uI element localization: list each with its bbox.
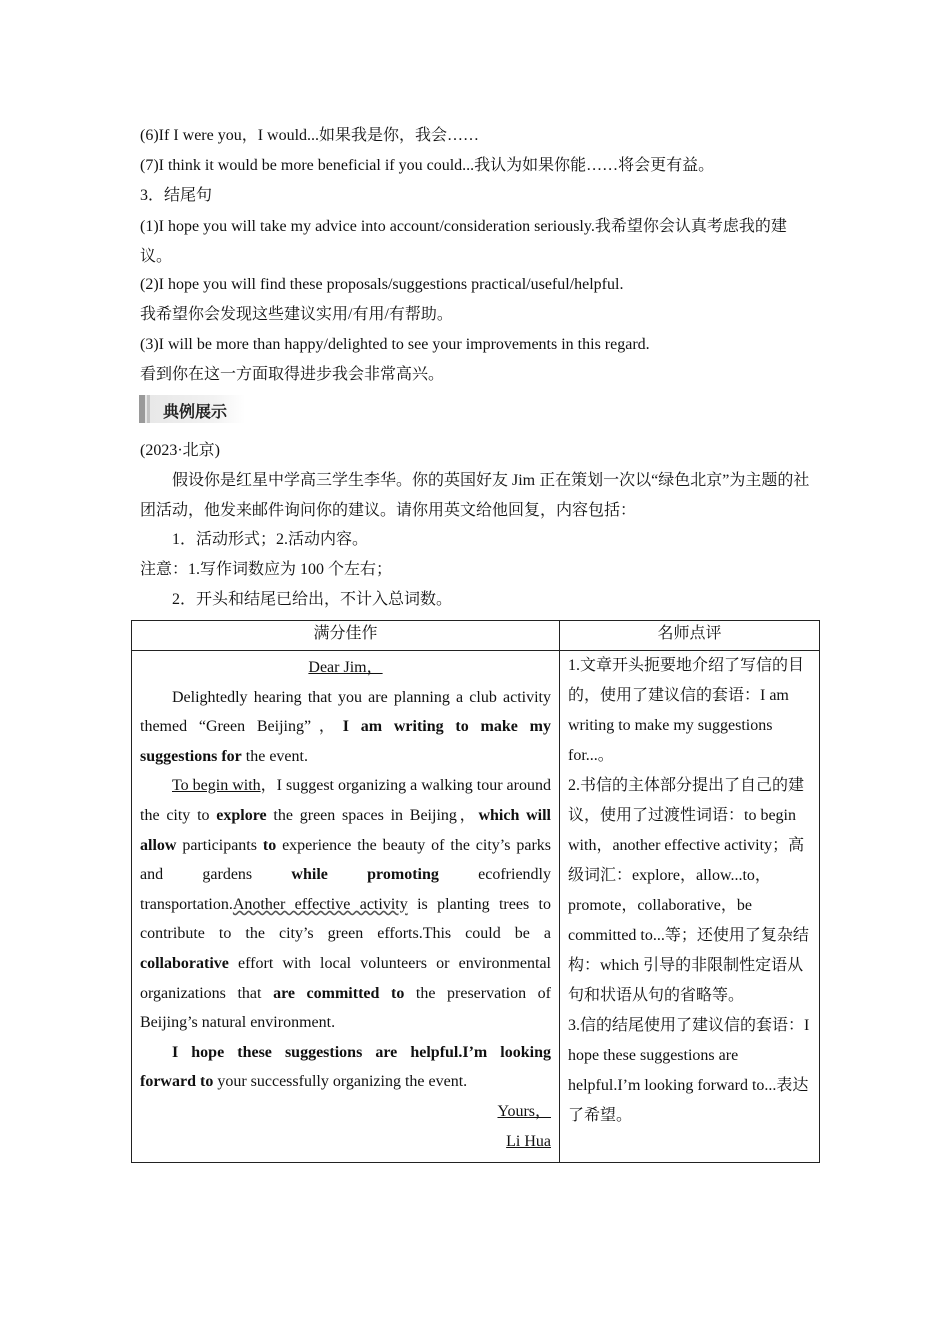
essay-paragraph-2: To begin with，I suggest organizing a walking tour around the city to explore the green spaces in Beijing，which will allow participants to experience the beauty of the city’s parks and gardens while promoting ecofriendly transportation.Another effective activity is planting trees to contribute to the city’s green efforts.This could be a collaborative effort with local volunteers or environmental organizations that are committed to the preservation of Beijing’s natural environment. bbox=[140, 777, 552, 1032]
task-item: 1．活动形式；2.活动内容。 bbox=[172, 531, 369, 548]
closing-sentence-2-en: (2)I hope you will find these proposals/suggestions practical/useful/helpful. bbox=[140, 276, 624, 293]
closing-sentence-3-cn: 看到你在这一方面取得进步我会非常高兴。 bbox=[140, 366, 445, 383]
comment-3: 3.信的结尾使用了建议信的套语：I hope these suggestions are helpful.I’m looking forward to...表达了希望。 bbox=[568, 1017, 810, 1124]
task-prompt: 假设你是红星中学高三学生李华。你的英国好友 Jim 正在策划一次以“绿色北京”为主题的社团活动，他发来邮件询问你的建议。请你用英文给他回复，内容包括： bbox=[140, 472, 810, 519]
salutation: Dear Jim， bbox=[308, 659, 383, 676]
section-banner bbox=[139, 395, 245, 423]
essay-paragraph-3: I hope these suggestions are helpful.I’m looking forward to your successfully organizing the event. bbox=[140, 1043, 551, 1091]
closing-sentence-1: (1)I hope you will take my advice into account/consideration seriously.我希望你会认真考虑我的建议。 bbox=[140, 218, 787, 265]
closing-sentence-3-en: (3)I will be more than happy/delighted to see your improvements in this regard. bbox=[140, 336, 650, 353]
model-essay-cell bbox=[132, 651, 560, 1163]
closing-sentence-2-cn: 我希望你会发现这些建议实用/有用/有帮助。 bbox=[140, 306, 453, 323]
essay-table bbox=[131, 620, 820, 1163]
task-note-1: 注意：1.写作词数应为 100 个左右； bbox=[140, 561, 393, 578]
comment-2: 2.书信的主体部分提出了自己的建议，使用了过渡性词语：to begin with，another effective activity；高级词汇：explore，allow...to，promote，collaborative，be committed to...等；还使用了复杂结构：which 引导的非限制性定语从句和状语从句的省略等。 bbox=[568, 777, 809, 1004]
banner-bar-secondary bbox=[147, 395, 150, 423]
task-note-2: 2．开头和结尾已给出，不计入总词数。 bbox=[172, 591, 453, 608]
header-teacher-comment: 名师点评 bbox=[560, 621, 820, 651]
comment-1: 1.文章开头扼要地介绍了写信的目的，使用了建议信的套语：I am writing to make my suggestions for...。 bbox=[568, 657, 805, 764]
banner-label: 典例展示 bbox=[163, 402, 228, 421]
teacher-comment-cell bbox=[560, 651, 820, 1163]
closing: Yours， bbox=[497, 1102, 551, 1120]
phrase-6: (6)If I were you，I would...如果我是你，我会…… bbox=[140, 127, 480, 144]
essay-paragraph-1: Delightedly hearing that you are planning a club activity themed “Green Beijing”，I am writing to make my suggestions for the event. bbox=[140, 688, 551, 765]
banner-bar bbox=[139, 395, 145, 423]
task-source: (2023·北京) bbox=[140, 442, 220, 459]
section-heading-closing: 3．结尾句 bbox=[140, 187, 213, 204]
signature: Li Hua bbox=[506, 1132, 551, 1150]
header-model-essay: 满分佳作 bbox=[132, 621, 560, 651]
phrase-7: (7)I think it would be more beneficial if you could...我认为如果你能……将会更有益。 bbox=[140, 157, 715, 174]
